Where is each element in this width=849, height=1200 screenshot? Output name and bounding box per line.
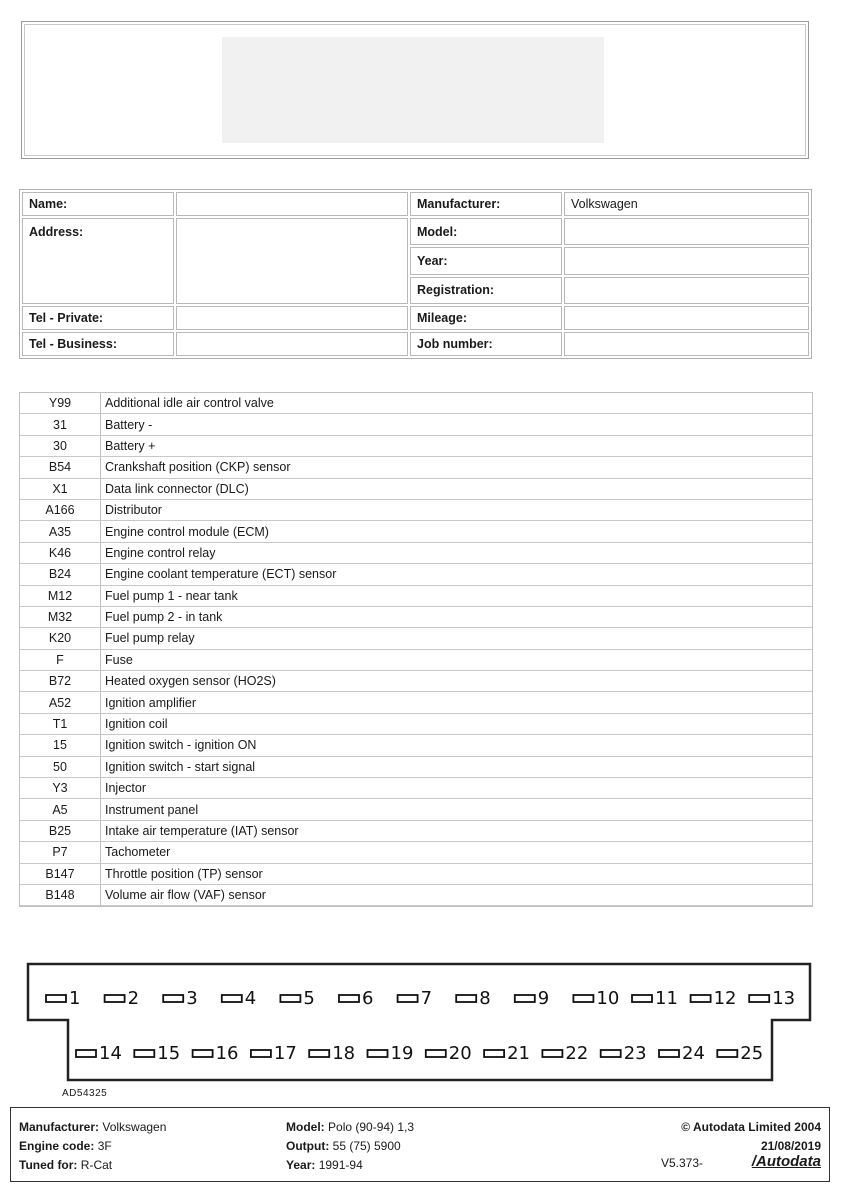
component-code: B25 bbox=[20, 821, 101, 842]
table-row bbox=[20, 778, 812, 799]
drawing-reference: AD54325 bbox=[62, 1088, 108, 1099]
connector-pin-number: 4 bbox=[244, 988, 257, 1009]
component-description: Intake air temperature (IAT) sensor bbox=[101, 821, 812, 842]
address-label: Address: bbox=[22, 218, 174, 304]
table-row bbox=[20, 671, 812, 692]
component-description: Engine control relay bbox=[101, 543, 812, 564]
connector-pin-number: 25 bbox=[740, 1043, 764, 1064]
footer-output-label: Output: bbox=[286, 1139, 330, 1153]
customer-details-form bbox=[19, 189, 812, 359]
component-code: Y99 bbox=[20, 393, 101, 414]
component-code: B24 bbox=[20, 564, 101, 585]
connector-pin-number: 15 bbox=[157, 1043, 181, 1064]
component-description: Crankshaft position (CKP) sensor bbox=[101, 457, 812, 478]
component-code: F bbox=[20, 650, 101, 671]
component-description: Fuse bbox=[101, 650, 812, 671]
tel-business-field[interactable] bbox=[176, 332, 408, 356]
table-row bbox=[20, 628, 812, 649]
connector-pin-number: 12 bbox=[713, 988, 737, 1009]
job-number-field[interactable] bbox=[564, 332, 809, 356]
footer-engine-code-value: 3F bbox=[97, 1139, 112, 1153]
connector-pin-number: 1 bbox=[69, 988, 81, 1009]
header-logo-box bbox=[21, 21, 809, 159]
model-label: Model: bbox=[410, 218, 562, 245]
connector-pin-number: 5 bbox=[303, 988, 315, 1009]
connector-pin-number: 22 bbox=[565, 1043, 589, 1064]
component-description: Distributor bbox=[101, 500, 812, 521]
connector-pin-number: 7 bbox=[420, 988, 433, 1009]
connector-pin-number: 24 bbox=[682, 1043, 705, 1064]
connector-pin-number: 8 bbox=[479, 988, 491, 1009]
mileage-field[interactable] bbox=[564, 306, 809, 330]
tel-business-label: Tel - Business: bbox=[22, 332, 174, 356]
connector-pin-number: 9 bbox=[537, 988, 550, 1009]
year-label: Year: bbox=[410, 247, 562, 274]
tel-private-field[interactable] bbox=[176, 306, 408, 330]
mileage-label: Mileage: bbox=[410, 306, 562, 330]
table-row bbox=[20, 457, 812, 478]
component-description: Fuel pump relay bbox=[101, 628, 812, 649]
connector-pin-number: 20 bbox=[448, 1043, 472, 1064]
footer-output-value: 55 (75) 5900 bbox=[332, 1139, 401, 1153]
logo-placeholder bbox=[222, 37, 604, 143]
registration-field[interactable] bbox=[564, 277, 809, 304]
table-row bbox=[20, 500, 812, 521]
table-row bbox=[20, 607, 812, 628]
footer-vehicle-col bbox=[19, 1118, 166, 1175]
component-code: X1 bbox=[20, 479, 101, 500]
component-code: B72 bbox=[20, 671, 101, 692]
connector-pin-number: 2 bbox=[127, 988, 140, 1009]
connector-pin-number: 14 bbox=[99, 1043, 122, 1064]
registration-label: Registration: bbox=[410, 277, 562, 304]
component-code: K46 bbox=[20, 543, 101, 564]
footer-model-col bbox=[286, 1118, 414, 1175]
component-description: Ignition amplifier bbox=[101, 692, 812, 713]
table-row bbox=[20, 692, 812, 713]
component-code: 31 bbox=[20, 414, 101, 435]
component-code: A166 bbox=[20, 500, 101, 521]
footer-copyright-col bbox=[681, 1118, 821, 1156]
component-code: B148 bbox=[20, 885, 101, 906]
component-code: A52 bbox=[20, 692, 101, 713]
connector-pin-number: 17 bbox=[273, 1043, 297, 1064]
connector-pin-number: 16 bbox=[215, 1043, 239, 1064]
name-label: Name: bbox=[22, 192, 174, 216]
component-description: Ignition switch - start signal bbox=[101, 757, 812, 778]
table-row bbox=[20, 393, 812, 414]
footer-tuned-for-value: R-Cat bbox=[80, 1158, 113, 1172]
table-row bbox=[20, 564, 812, 585]
year-field[interactable] bbox=[564, 247, 809, 274]
table-row bbox=[20, 757, 812, 778]
table-row bbox=[20, 586, 812, 607]
table-row bbox=[20, 735, 812, 756]
connector-pin-number: 10 bbox=[596, 988, 620, 1009]
component-key-table bbox=[19, 392, 813, 907]
connector-pin-number: 23 bbox=[623, 1043, 647, 1064]
component-code: T1 bbox=[20, 714, 101, 735]
job-number-label: Job number: bbox=[410, 332, 562, 356]
table-row bbox=[20, 885, 812, 906]
manufacturer-value[interactable]: Volkswagen bbox=[564, 192, 809, 216]
connector-pin-number: 18 bbox=[332, 1043, 356, 1064]
component-code: M32 bbox=[20, 607, 101, 628]
component-description: Ignition coil bbox=[101, 714, 812, 735]
footer-model-value: Polo (90-94) 1,3 bbox=[328, 1120, 415, 1134]
print-date: 21/08/2019 bbox=[760, 1139, 821, 1153]
table-row bbox=[20, 650, 812, 671]
autodata-logo: /Autodata bbox=[751, 1153, 821, 1170]
component-description: Volume air flow (VAF) sensor bbox=[101, 885, 812, 906]
manufacturer-label: Manufacturer: bbox=[410, 192, 562, 216]
component-description: Tachometer bbox=[101, 842, 812, 863]
component-description: Instrument panel bbox=[101, 799, 812, 820]
model-field[interactable] bbox=[564, 218, 809, 245]
connector-pin-number: 11 bbox=[655, 988, 678, 1009]
connector-pin-number: 21 bbox=[507, 1043, 531, 1064]
component-code: P7 bbox=[20, 842, 101, 863]
component-code: 15 bbox=[20, 735, 101, 756]
table-row bbox=[20, 479, 812, 500]
table-row bbox=[20, 414, 812, 435]
connector-pin-number: 6 bbox=[362, 988, 374, 1009]
footer-engine-code-label: Engine code: bbox=[19, 1139, 95, 1153]
table-row bbox=[20, 842, 812, 863]
component-description: Fuel pump 1 - near tank bbox=[101, 586, 812, 607]
footer-manufacturer-label: Manufacturer: bbox=[19, 1120, 100, 1134]
table-row bbox=[20, 821, 812, 842]
component-description: Additional idle air control valve bbox=[101, 393, 812, 414]
connector-pin-number: 13 bbox=[772, 988, 796, 1009]
footer-manufacturer-value: Volkswagen bbox=[102, 1120, 167, 1134]
component-code: B147 bbox=[20, 864, 101, 885]
footer-year-value: 1991-94 bbox=[318, 1158, 363, 1172]
component-code: A35 bbox=[20, 521, 101, 542]
name-field[interactable] bbox=[176, 192, 408, 216]
component-description: Fuel pump 2 - in tank bbox=[101, 607, 812, 628]
diagnostic-connector-diagram bbox=[26, 962, 816, 1084]
table-row bbox=[20, 543, 812, 564]
component-code: Y3 bbox=[20, 778, 101, 799]
table-row bbox=[20, 436, 812, 457]
version-text: V5.373- bbox=[661, 1156, 704, 1170]
component-code: A5 bbox=[20, 799, 101, 820]
copyright-text: © Autodata Limited 2004 bbox=[681, 1120, 821, 1134]
table-row bbox=[20, 799, 812, 820]
footer-tuned-for-label: Tuned for: bbox=[19, 1158, 78, 1172]
component-code: 50 bbox=[20, 757, 101, 778]
footer-panel bbox=[10, 1107, 830, 1182]
tel-private-label: Tel - Private: bbox=[22, 306, 174, 330]
table-row bbox=[20, 714, 812, 735]
component-description: Heated oxygen sensor (HO2S) bbox=[101, 671, 812, 692]
component-code: M12 bbox=[20, 586, 101, 607]
address-field[interactable] bbox=[176, 218, 408, 304]
table-row bbox=[20, 521, 812, 542]
component-description: Engine control module (ECM) bbox=[101, 521, 812, 542]
footer-year-label: Year: bbox=[286, 1158, 316, 1172]
component-description: Battery - bbox=[101, 414, 812, 435]
connector-pin-number: 19 bbox=[390, 1043, 414, 1064]
component-description: Data link connector (DLC) bbox=[101, 479, 812, 500]
table-row bbox=[20, 864, 812, 885]
component-description: Engine coolant temperature (ECT) sensor bbox=[101, 564, 812, 585]
component-code: B54 bbox=[20, 457, 101, 478]
component-description: Injector bbox=[101, 778, 812, 799]
component-code: K20 bbox=[20, 628, 101, 649]
component-description: Battery + bbox=[101, 436, 812, 457]
connector-pin-number: 3 bbox=[186, 988, 198, 1009]
component-description: Throttle position (TP) sensor bbox=[101, 864, 812, 885]
component-description: Ignition switch - ignition ON bbox=[101, 735, 812, 756]
component-code: 30 bbox=[20, 436, 101, 457]
footer-model-label: Model: bbox=[286, 1120, 325, 1134]
